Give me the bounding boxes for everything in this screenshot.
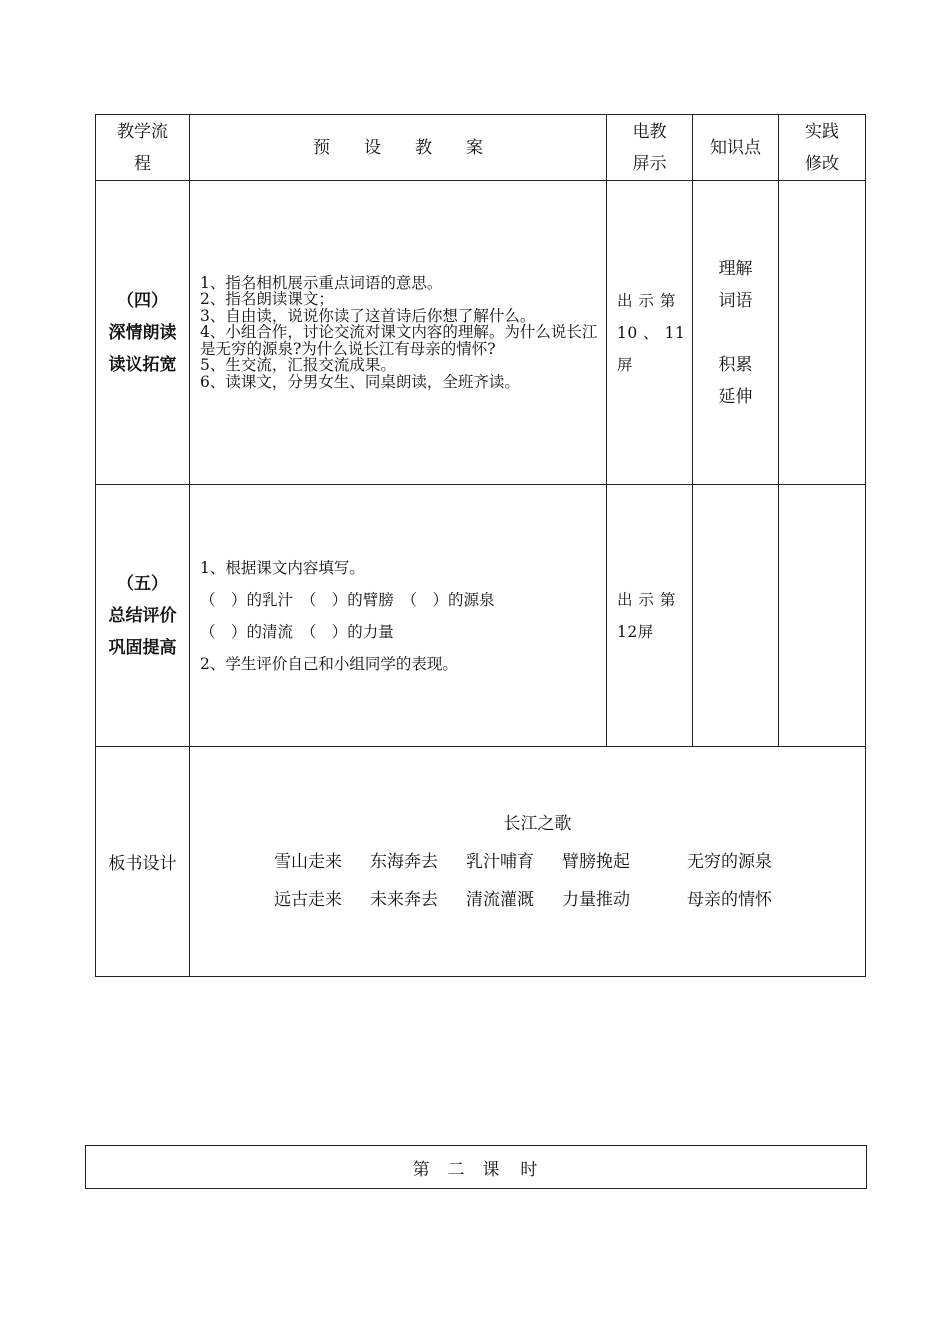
stage5-practice [779,485,866,747]
header-practice-line1: 实践 [805,121,839,142]
header-plan-label: 预 设 教 案 [313,137,483,158]
stage4-name [96,181,190,485]
stage4-practice [779,181,866,485]
second-lesson-label: 第 二 课 时 [412,1159,540,1180]
stage5-name [96,485,190,747]
board-row [96,747,866,977]
board-row-1 [190,843,865,881]
board-phrase: 清流灌溉 [466,889,534,910]
board-design [190,747,866,977]
stage4-content [190,181,607,485]
board-phrase: 母亲的情怀 [687,889,772,910]
header-screen-line2: 屏示 [632,153,667,174]
board-phrase: 力量推动 [562,889,630,910]
board-row-2 [190,881,865,919]
stage4-title-line2: 读议拓宽 [108,354,177,375]
header-process [96,115,190,181]
knowledge-item: 延伸 [718,386,753,407]
knowledge-item: 积累 [718,354,753,375]
stage4-item: 5、生交流，汇报交流成果。 [200,356,396,375]
stage5-item: 2、学生评价自己和小组同学的表现。 [200,654,458,673]
knowledge-item: 理解 [718,258,753,279]
stage5-screen-line1: 出 示 第 [617,590,676,609]
stage5-screen-line2: 12屏 [617,622,654,641]
stage4-screen-line2: 10 、 11 [617,323,686,342]
board-phrase: 远古走来 [274,889,342,910]
board-phrase: 无穷的源泉 [687,851,772,872]
header-knowledge-label: 知识点 [710,137,761,158]
board-phrase: 未来奔去 [370,889,438,910]
header-practice [779,115,866,181]
stage5-title-line1: 总结评价 [108,605,177,626]
board-label: 板书设计 [96,747,190,977]
stage4-item: 3、自由读，说说你读了这首诗后你想了解什么。 [200,306,536,325]
board-phrase: 雪山走来 [274,851,342,872]
stage5-knowledge [693,485,779,747]
stage5-item: （ ）的清流 （ ）的力量 [200,622,394,641]
stage4-item: 2、指名朗读课文； [200,290,334,309]
header-row [96,115,866,181]
header-screen [607,115,693,181]
stage4-row [96,181,866,485]
stage4-number: （四） [117,290,168,311]
stage4-screen-line3: 屏 [617,355,634,374]
stage5-item: 1、根据课文内容填写。 [200,558,365,577]
header-knowledge [693,115,779,181]
header-screen-line1: 电教 [632,121,667,142]
stage4-item: 6、读课文，分男女生、同桌朗读，全班齐读。 [200,372,520,391]
stage5-row [96,485,866,747]
board-phrase: 乳汁哺育 [466,851,534,872]
stage5-number: （五） [117,573,168,594]
knowledge-item: 词语 [718,290,753,311]
stage4-item: 4、小组合作，讨论交流对课文内容的理解。为什么说长江是无穷的源泉?为什么说长江有母亲的情怀? [200,323,598,358]
stage5-item: （ ）的乳汁 （ ）的臂膀 （ ）的源泉 [200,590,495,609]
second-lesson-header [85,1145,867,1189]
header-practice-line2: 修改 [805,153,839,174]
knowledge-gap [693,317,778,349]
stage4-screen [607,181,693,485]
stage5-screen [607,485,693,747]
stage5-title-line2: 巩固提高 [108,637,177,658]
board-phrase: 东海奔去 [370,851,438,872]
stage4-screen-line1: 出 示 第 [617,291,676,310]
stage4-item: 1、指名相机展示重点词语的意思。 [200,273,443,292]
board-phrase: 臂膀挽起 [562,851,630,872]
stage4-knowledge [693,181,779,485]
stage4-title-line1: 深情朗读 [108,322,177,343]
header-plan [190,115,607,181]
stage5-content [190,485,607,747]
lesson-plan-table [95,114,866,977]
header-process-line2: 程 [134,153,151,174]
header-process-line1: 教学流 [117,121,168,142]
board-title: 长江之歌 [503,813,572,834]
